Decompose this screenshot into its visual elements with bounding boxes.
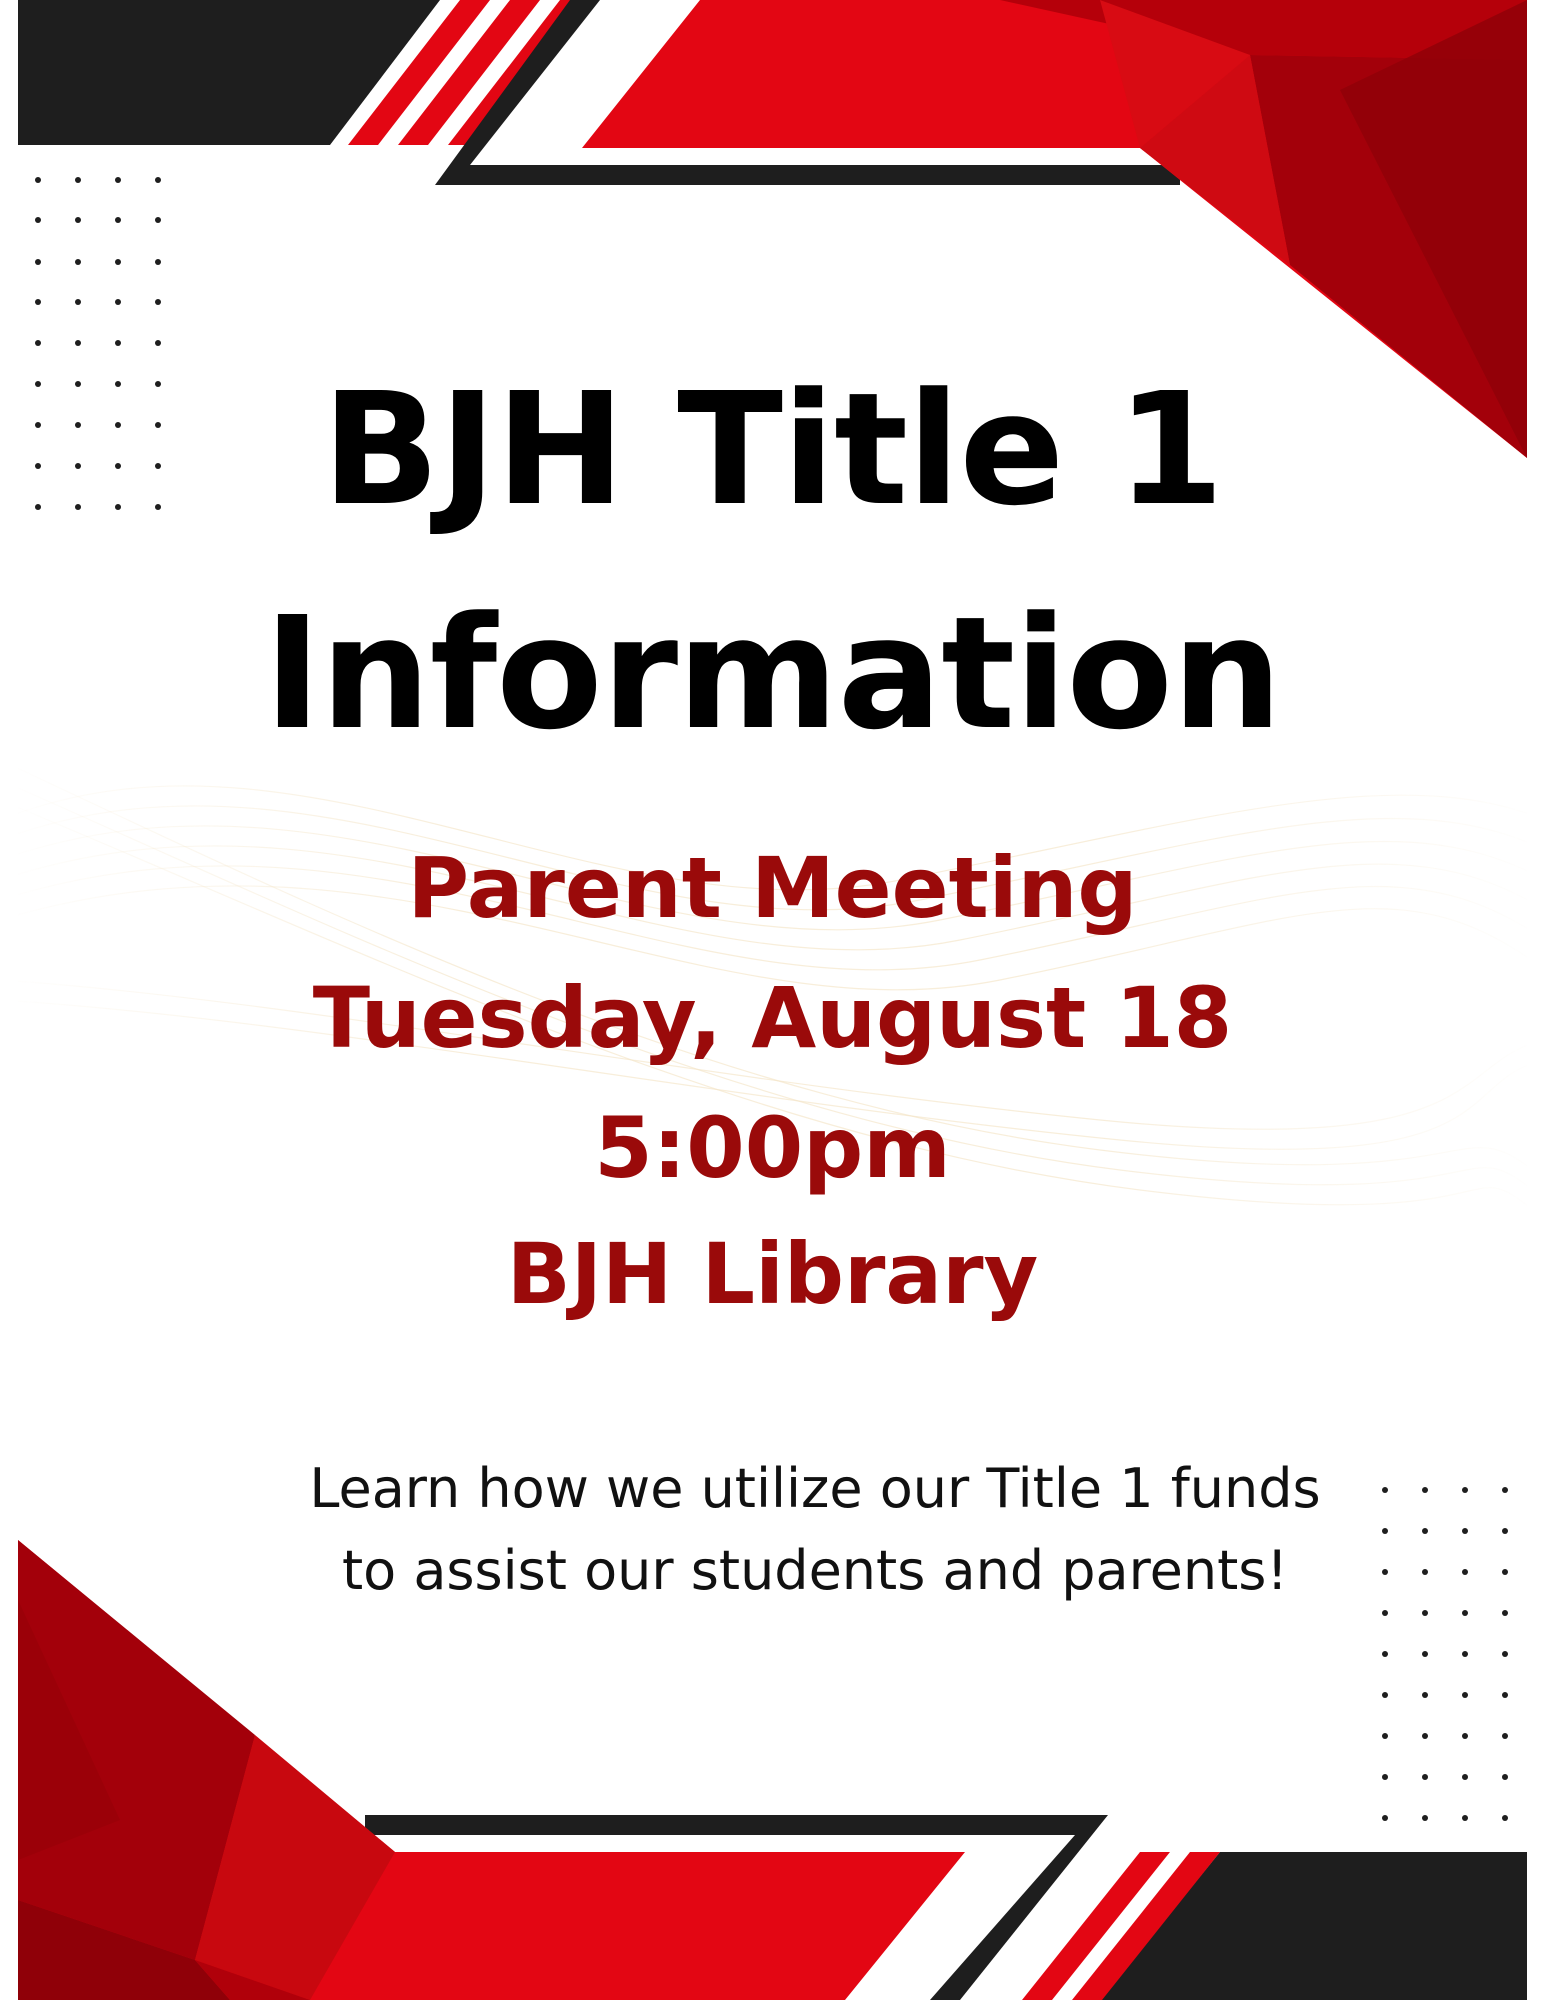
bottom-right-dot-grid bbox=[1382, 1487, 1508, 1821]
flyer-title-line-1: BJH Title 1 bbox=[321, 359, 1224, 540]
bottom-right-black-bar bbox=[1100, 1852, 1527, 2000]
event-name: Parent Meeting bbox=[407, 839, 1138, 937]
description-line-1: Learn how we utilize our Title 1 funds bbox=[309, 1457, 1321, 1520]
event-time: 5:00pm bbox=[594, 1099, 951, 1197]
event-date: Tuesday, August 18 bbox=[312, 969, 1233, 1067]
event-location: BJH Library bbox=[506, 1225, 1039, 1323]
flyer-title-line-2: Information bbox=[263, 583, 1282, 764]
description-line-2: to assist our students and parents! bbox=[341, 1539, 1289, 1602]
